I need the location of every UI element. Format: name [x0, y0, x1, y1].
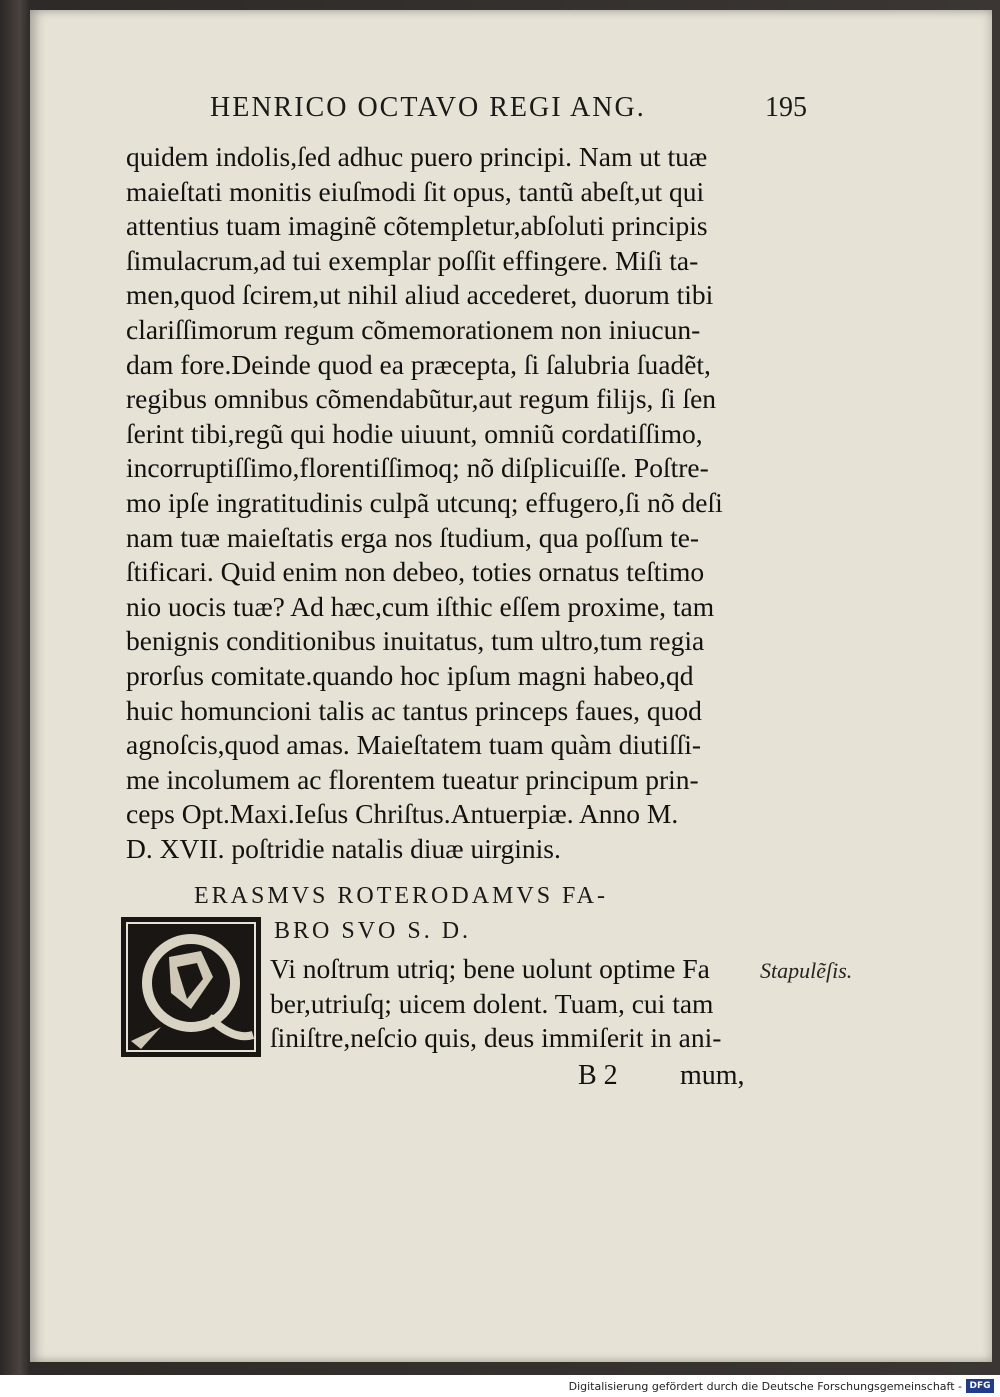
text-line: nio uocis tuæ? Ad hæc,cum iſthic eſſem proxime, tam: [126, 590, 715, 622]
text-line: ſtificari. Quid enim non debeo, toties ornatus teſtimo: [126, 556, 705, 588]
signature-mark: B 2: [578, 1060, 618, 1091]
dfg-logo: DFG: [966, 1379, 994, 1393]
letter-heading: ERASMVS ROTERODAMVS FA-: [194, 883, 608, 909]
text-line: benignis conditionibus inuitatus, tum ultro,tum regia: [126, 625, 705, 657]
marginal-note: Stapulẽſis.: [760, 958, 853, 983]
text-line: agnoſcis,quod amas. Maieſtatem tuam quàm diutiſſi-: [126, 729, 702, 761]
text-line: Vi noſtrum utriq; bene uolunt optime Fa: [270, 953, 710, 984]
text-line: ceps Opt.Maxi.Ieſus Chriſtus.Antuerpiæ. Anno M.: [126, 798, 679, 830]
text-line: maieſtati monitis eiuſmodi ſit opus, tantũ abeſt,ut qui: [126, 175, 705, 207]
text-line: huic homuncioni talis ac tantus princeps faues, quod: [126, 694, 702, 726]
text-line: regibus omnibus cõmendabũtur,aut regum filijs, ſi ſen: [126, 383, 717, 415]
text-line: me incolumem ac florentem tueatur principum prin-: [126, 763, 699, 795]
text-line: prorſus comitate.quando hoc ipſum magni habeo,qd: [126, 659, 694, 691]
woodcut-initial-q: [121, 917, 261, 1057]
page-number: 195: [765, 92, 807, 123]
book-page: [30, 10, 992, 1362]
text-line: mo ipſe ingratitudinis culpã utcunq; effugero,ſi nõ deſi: [126, 486, 723, 518]
text-line: D. XVII. poſtridie natalis diuæ uirginis.: [126, 832, 561, 864]
text-line: ſimulacrum,ad tui exemplar poſſit effingere. Miſi ta-: [126, 244, 699, 276]
text-line: quidem indolis,ſed adhuc puero principi. Nam ut tuæ: [126, 141, 708, 172]
running-head: HENRICO OCTAVO REGI ANG.: [210, 92, 646, 123]
body-text: [126, 140, 776, 866]
text-line: men,quod ſcirem,ut nihil aliud accederet, duorum tibi: [126, 279, 714, 311]
text-line: ſiniſtre,neſcio quis, deus immiſerit in ani-: [270, 1022, 722, 1054]
text-line: attentius tuam imaginẽ cõtempletur,abſoluti principis: [126, 210, 708, 242]
letter-heading-continued: BRO SVO S. D.: [274, 918, 472, 944]
catchword: mum,: [680, 1060, 745, 1091]
text-line: incorruptiſſimo,florentiſſimoq; nõ diſplicuiſſe. Poſtre-: [126, 452, 709, 484]
text-line: dam fore.Deinde quod ea præcepta, ſi ſalubria ſuadẽt,: [126, 348, 711, 380]
funding-notice: Digitalisierung gefördert durch die Deutsche Forschungsgemeinschaft -: [568, 1380, 962, 1393]
text-line: nam tuæ maieſtatis erga nos ſtudium, qua poſſum te-: [126, 521, 700, 553]
text-line: ſerint tibi,regũ qui hodie uiuunt, omniũ cordatiſſimo,: [126, 417, 703, 449]
letter-text: [270, 952, 770, 1056]
text-line: clariſſimorum regum cõmemorationem non iniucun-: [126, 313, 701, 345]
text-line: ber,utriuſq; uicem dolent. Tuam, cui tam: [270, 987, 714, 1019]
